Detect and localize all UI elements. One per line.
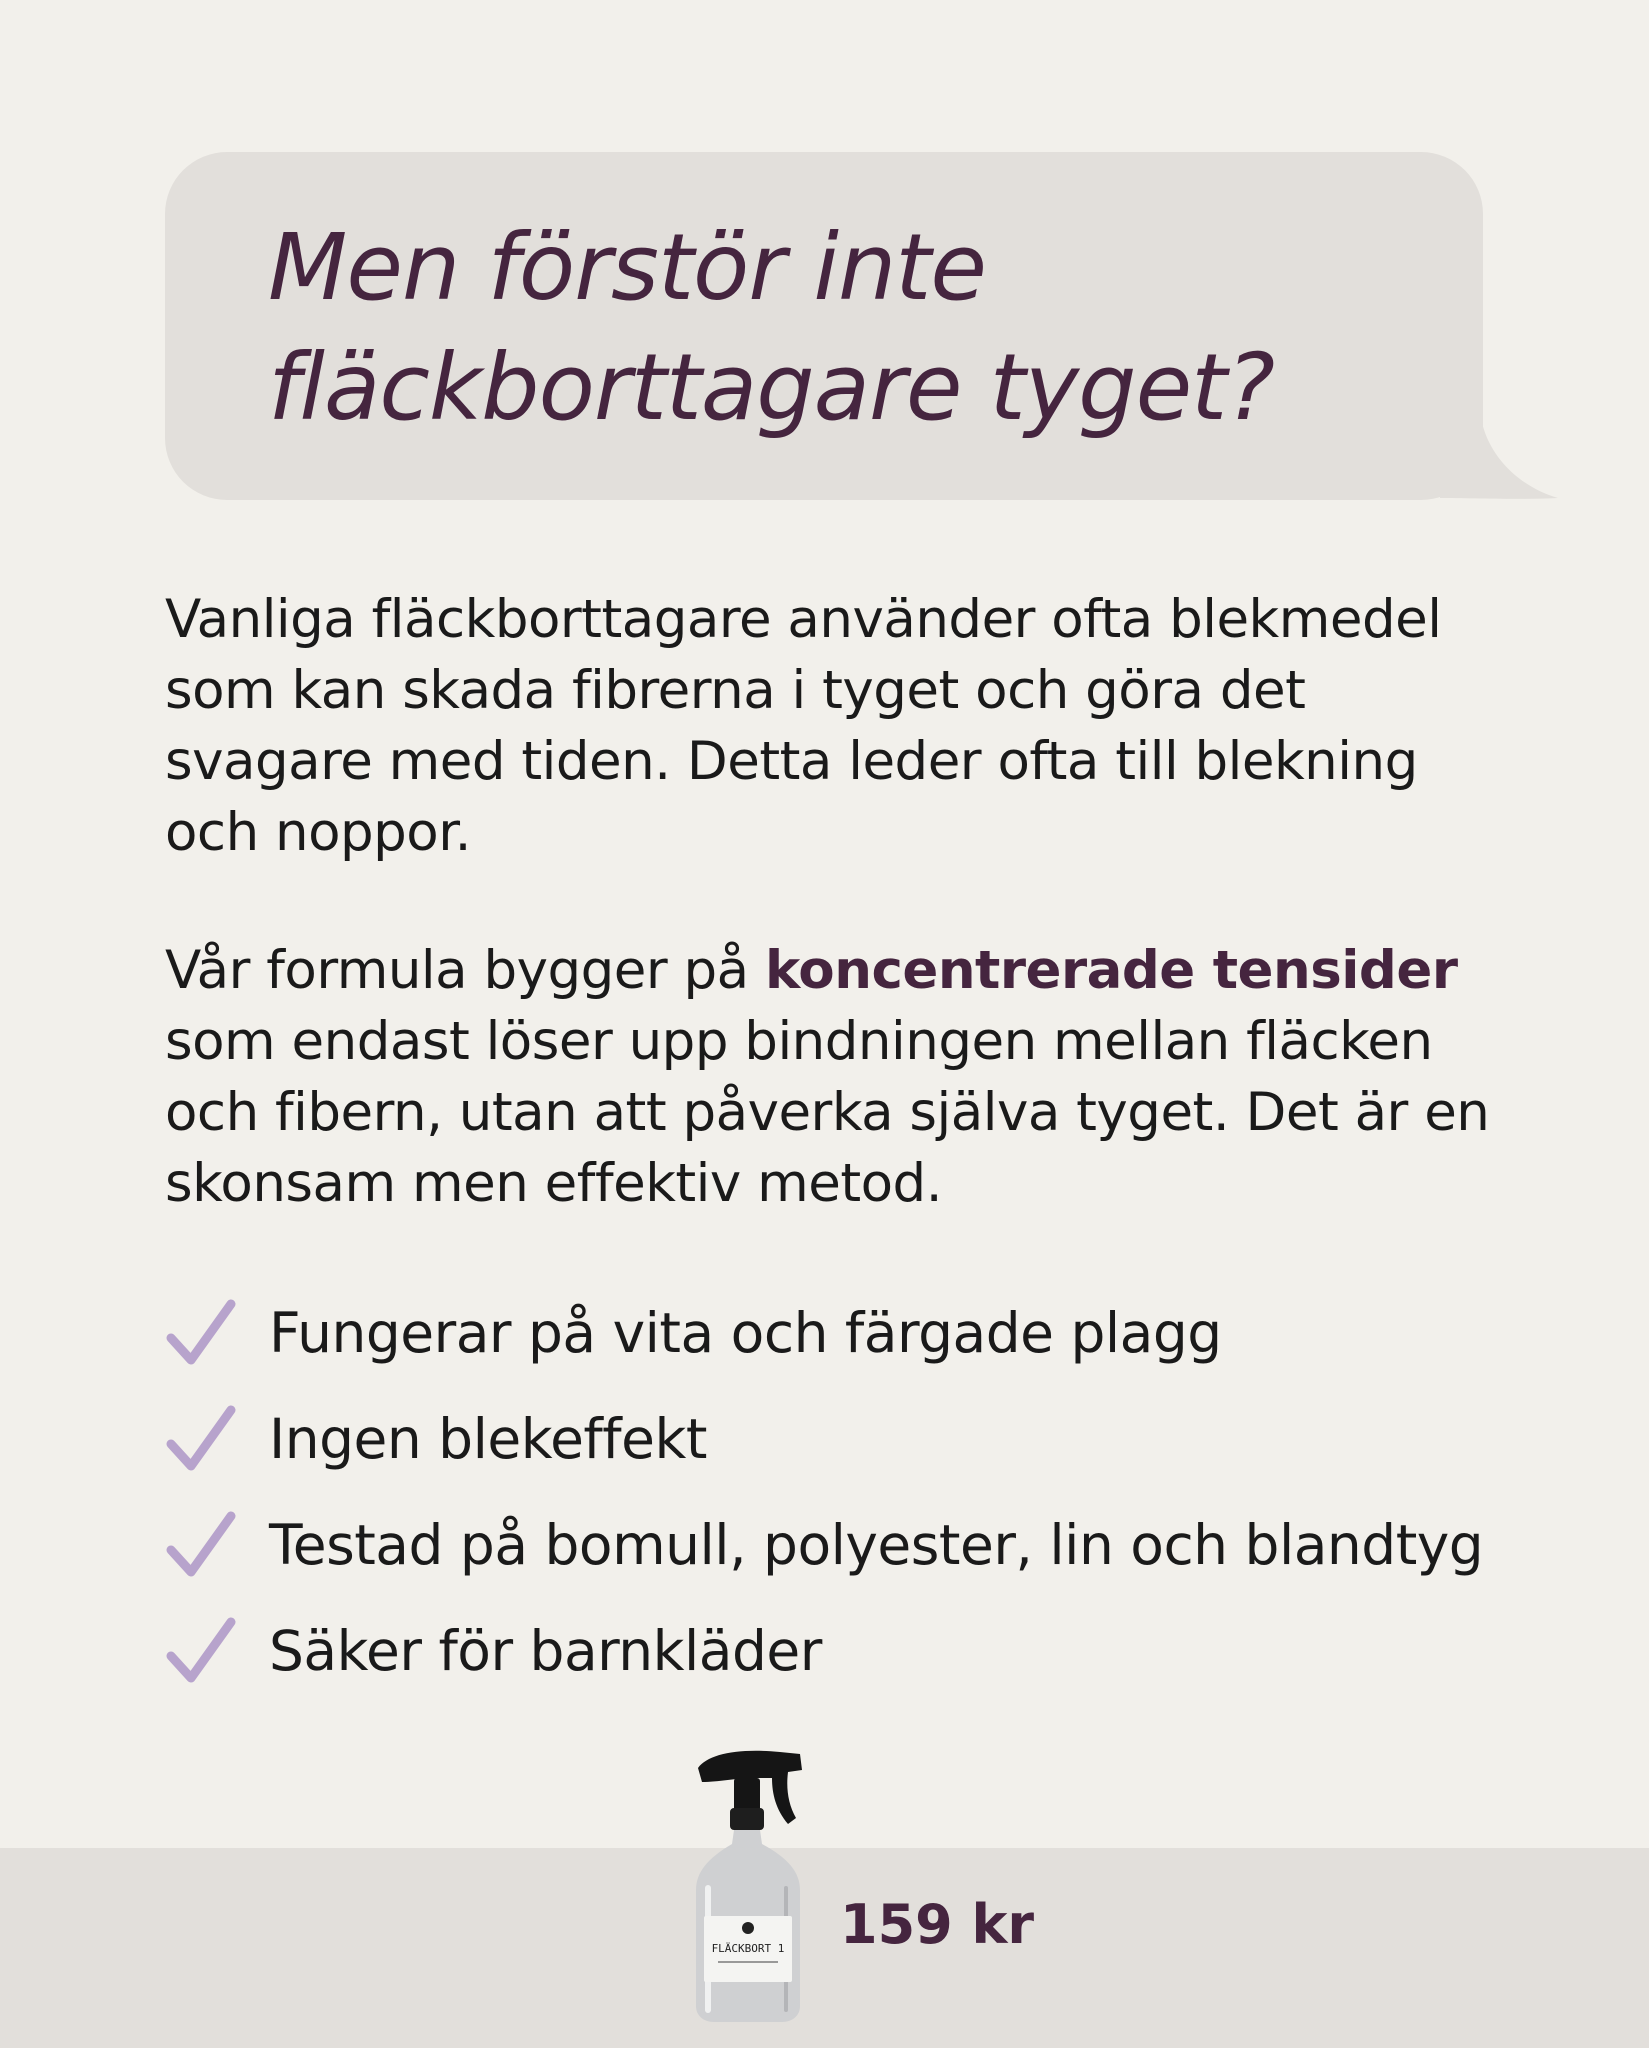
benefit-label: Testad på bomull, polyester, lin och blandtyg <box>269 1513 1484 1577</box>
formula-text-end: som endast löser upp bindningen mellan fläcken och fibern, utan att påverka själva tyget. Det är en skonsam men effektiv metod. <box>165 1011 1490 1214</box>
formula-text-start: Vår formula bygger på <box>165 940 765 1001</box>
headline <box>268 208 1448 448</box>
benefit-label: Säker för barnkläder <box>269 1619 822 1683</box>
benefit-item <box>165 1386 1565 1492</box>
formula-paragraph <box>165 935 1495 1219</box>
price-band <box>0 1848 1649 2048</box>
speech-bubble-tail <box>1440 390 1560 502</box>
checkmark-icon <box>165 1298 237 1368</box>
intro-paragraph: Vanliga fläckborttagare använder ofta blekmedel som kan skada fibrerna i tyget och göra det svagare med tiden. Detta leder ofta till blekning och noppor. <box>165 589 1442 863</box>
checkmark-icon <box>165 1510 237 1580</box>
benefit-list <box>165 1280 1565 1704</box>
benefit-label: Ingen blekeffekt <box>269 1407 707 1471</box>
price: 159 kr <box>840 1893 1035 1956</box>
headline-line-1: Men förstör inte <box>268 214 986 321</box>
checkmark-icon <box>165 1616 237 1686</box>
benefit-item <box>165 1598 1565 1704</box>
bottle-label: FLÄCKBORT 1 <box>711 1942 785 1955</box>
checkmark-icon <box>165 1404 237 1474</box>
benefit-item <box>165 1492 1565 1598</box>
benefit-label: Fungerar på vita och färgade plagg <box>269 1301 1222 1365</box>
headline-line-2: fläckborttagare tyget? <box>268 334 1275 441</box>
formula-emphasis: koncentrerade tensider <box>764 940 1458 1001</box>
benefit-item <box>165 1280 1565 1386</box>
spray-bottle-icon <box>688 1748 818 2023</box>
